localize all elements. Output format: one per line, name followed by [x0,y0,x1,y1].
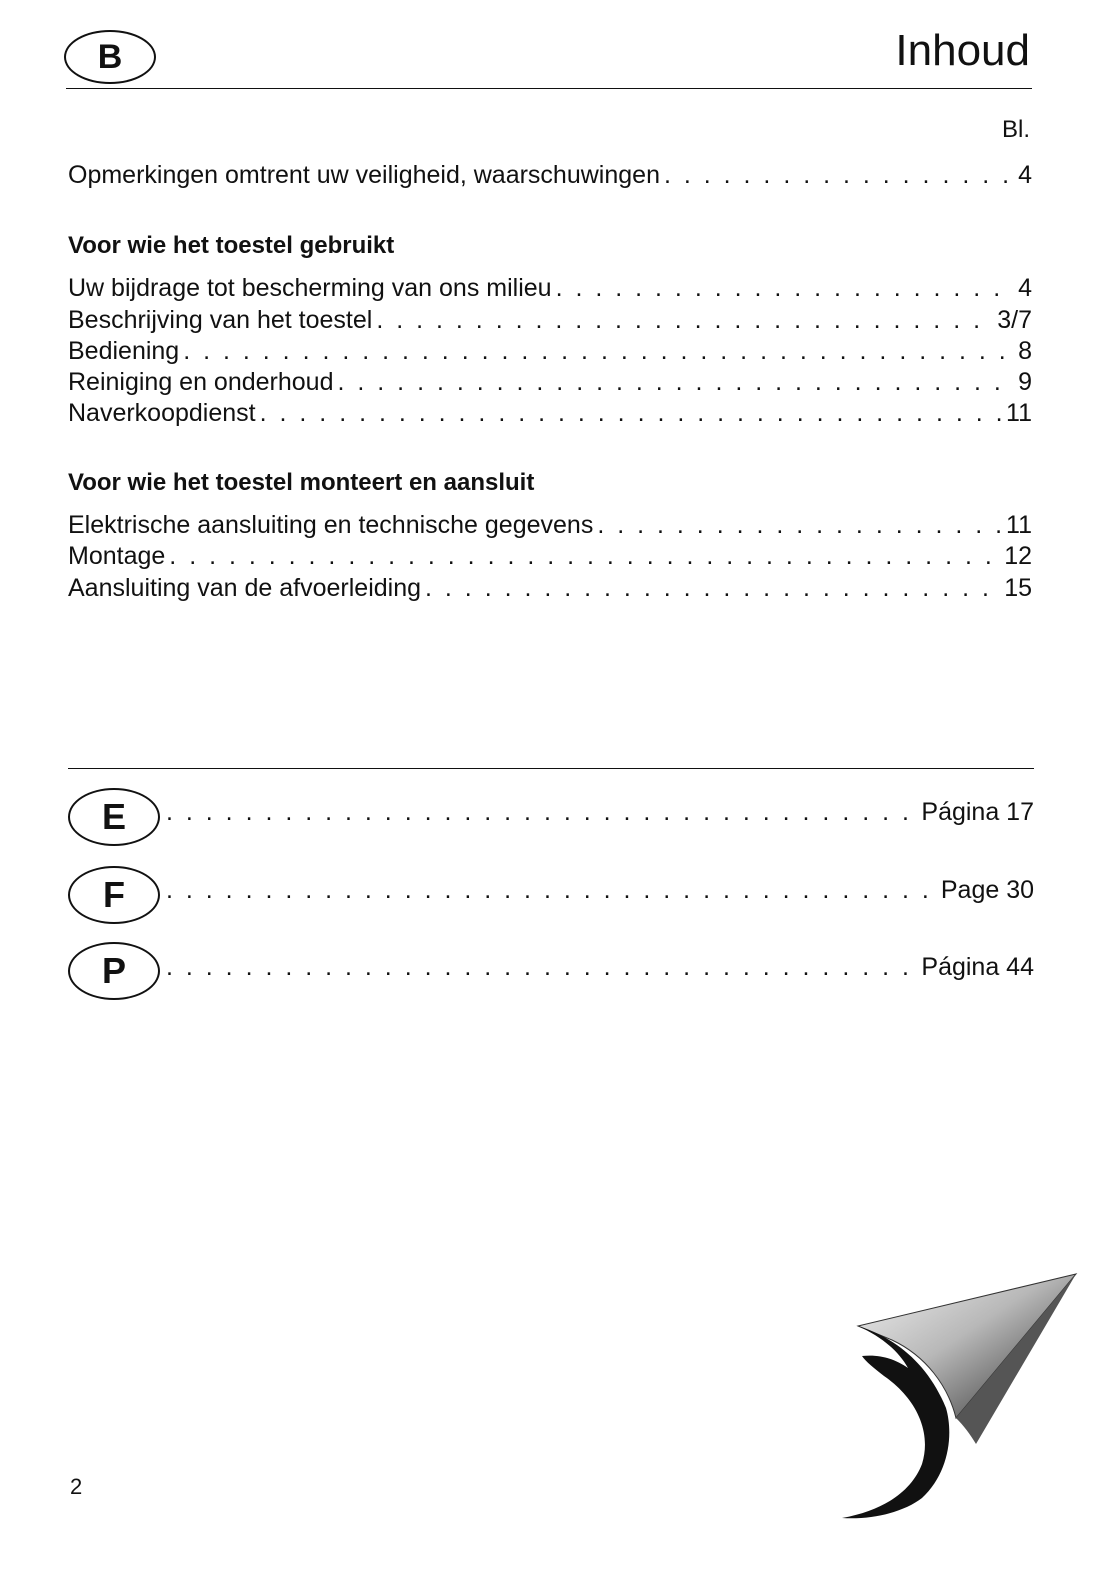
section-divider [68,768,1034,769]
language-page-ref: Page 30 [940,876,1034,904]
toc-entry-page: 4 [1018,161,1032,189]
section-heading: Voor wie het toestel monteert en aansluit [68,469,535,496]
toc-entry-label: Beschrijving van het toestel [68,306,373,334]
language-reference [166,798,1034,827]
toc-entry [68,573,1032,603]
toc-entry-page: 3/7 [997,306,1032,334]
toc-entry-page: 15 [1004,574,1032,602]
toc-entry [68,510,1032,540]
toc-entry-page: 9 [1018,368,1032,396]
page-number: 2 [70,1474,83,1499]
language-reference [166,953,1034,982]
toc-entry [68,273,1032,303]
dot-leader [166,953,915,982]
dot-leader [664,160,1014,190]
dot-leader [376,305,993,335]
toc-entry-label: Bediening [68,337,180,365]
toc-entry-page: 12 [1004,542,1032,570]
toc-entry [68,367,1032,397]
toc-entry [68,398,1032,428]
toc-entry-label: Reiniging en onderhoud [68,368,334,396]
dot-leader [183,336,1014,366]
page-column-header: Bl. [1001,116,1030,143]
dot-leader [166,876,935,905]
toc-entry-label: Uw bijdrage tot bescherming van ons milieu [68,274,552,302]
dot-leader [166,798,915,827]
language-reference [166,876,1034,905]
dot-leader [425,573,1000,603]
page-curl-icon [836,1268,1086,1524]
toc-entry-label: Naverkoopdienst [68,399,256,427]
toc-entry [68,305,1032,335]
header-divider [66,88,1032,89]
language-page-ref: Página 17 [921,798,1034,826]
toc-entry-page: 11 [1006,399,1032,427]
toc-entry-label: Opmerkingen omtrent uw veiligheid, waarschuwingen [68,161,660,189]
toc-entry [68,541,1032,571]
dot-leader [338,367,1015,397]
language-page-ref: Página 44 [921,953,1034,981]
section-heading: Voor wie het toestel gebruikt [68,232,395,259]
toc-entry [68,160,1032,190]
toc-entry [68,336,1032,366]
toc-entry-page: 8 [1018,337,1032,365]
dot-leader [556,273,1015,303]
toc-entry-page: 11 [1006,511,1032,539]
toc-entry-page: 4 [1018,274,1032,302]
dot-leader [260,398,1002,428]
page-title: Inhoud [895,26,1030,75]
dot-leader [597,510,1002,540]
language-badge-e: E [68,788,160,846]
language-badge-p: P [68,942,160,1000]
dot-leader [169,541,1000,571]
toc-entry-label: Aansluiting van de afvoerleiding [68,574,422,602]
toc-entry-label: Montage [68,542,166,570]
toc-entry-label: Elektrische aansluiting en technische gegevens [68,511,594,539]
language-badge-f: F [68,866,160,924]
language-badge-b: B [64,30,156,84]
